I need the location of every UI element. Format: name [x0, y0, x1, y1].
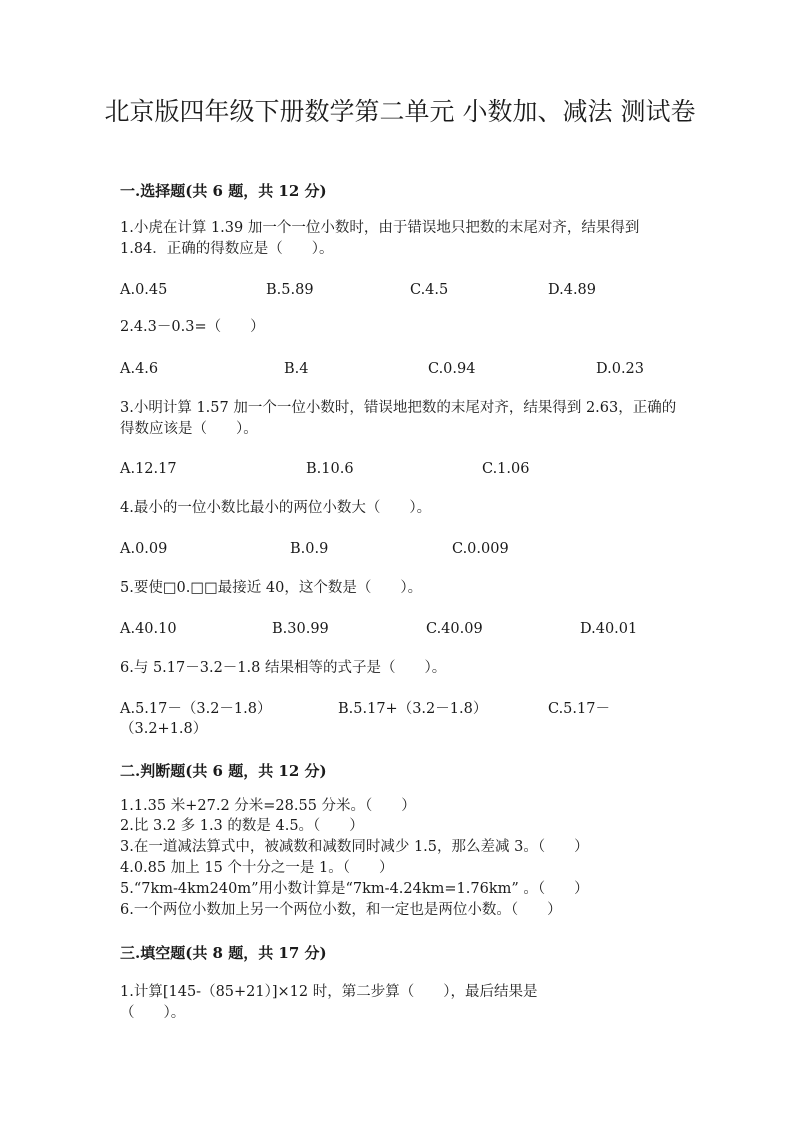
option-a: A.40.10: [120, 621, 177, 637]
option-a: A.12.17: [120, 461, 177, 477]
option-d: D.0.23: [596, 361, 645, 377]
question-text: 4.最小的一位小数比最小的两位小数大（ ）。: [120, 500, 432, 516]
option-a: A.5.17－（3.2－1.8）: [120, 701, 272, 717]
option-b: B.0.9: [290, 541, 329, 557]
option-a: A.4.6: [120, 361, 159, 377]
question-text: 5.要使□0.□□最接近 40，这个数是（ ）。: [120, 580, 423, 596]
option-b: B.10.6: [306, 461, 354, 477]
option-b: B.30.99: [272, 621, 329, 637]
option-d: D.4.89: [548, 282, 597, 298]
option-c: C.5.17－: [548, 701, 610, 717]
question-text: 1.小虎在计算 1.39 加一个一位小数时，由于错误地只把数的末尾对齐，结果得到 1.84．正确的得数应是（ ）。: [120, 220, 640, 257]
question-text: 3.小明计算 1.57 加一个一位小数时，错误地把数的末尾对齐，结果得到 2.63，正确的得数应该是（ ）。: [120, 400, 677, 437]
option-c: C.0.94: [428, 361, 476, 377]
judge-item: 5.“7km-4km240m”用小数计算是“7km-4.24km=1.76km” 。（ ）: [120, 881, 589, 897]
section-heading-choice: 一.选择题(共 6 题，共 12 分): [120, 182, 327, 200]
question-text: 2.4.3－0.3=（ ）: [120, 319, 265, 335]
option-b: B.5.17+（3.2－1.8）: [338, 701, 488, 717]
option-a: A.0.45: [120, 282, 168, 298]
section-heading-fill: 三.填空题(共 8 题，共 17 分): [120, 944, 327, 962]
judge-item: 2.比 3.2 多 1.3 的数是 4.5。（ ）: [120, 818, 364, 834]
question-text: 6.与 5.17－3.2－1.8 结果相等的式子是（ ）。: [120, 660, 447, 676]
option-c-continued: （3.2+1.8）: [120, 721, 208, 737]
option-b: B.4: [284, 361, 309, 377]
judge-item: 3.在一道减法算式中，被减数和减数同时减少 1.5，那么差减 3。（ ）: [120, 839, 589, 855]
judge-item: 6.一个两位小数加上另一个两位小数，和一定也是两位小数。（ ）: [120, 902, 562, 918]
judge-item: 4.0.85 加上 15 个十分之一是 1。（ ）: [120, 860, 394, 876]
option-c: C.1.06: [482, 461, 530, 477]
option-d: D.40.01: [580, 621, 638, 637]
option-a: A.0.09: [120, 541, 168, 557]
option-c: C.4.5: [410, 282, 449, 298]
section-heading-judge: 二.判断题(共 6 题，共 12 分): [120, 762, 327, 780]
option-c: C.0.009: [452, 541, 509, 557]
fill-item: 1.计算[145-（85+21）]×12 时，第二步算（ ），最后结果是（ ）。: [120, 984, 538, 1021]
page-title: 北京版四年级下册数学第二单元 小数加、减法 测试卷: [104, 97, 696, 126]
option-b: B.5.89: [266, 282, 314, 298]
option-c: C.40.09: [426, 621, 483, 637]
judge-item: 1.1.35 米+27.2 分米=28.55 分米。（ ）: [120, 798, 416, 814]
